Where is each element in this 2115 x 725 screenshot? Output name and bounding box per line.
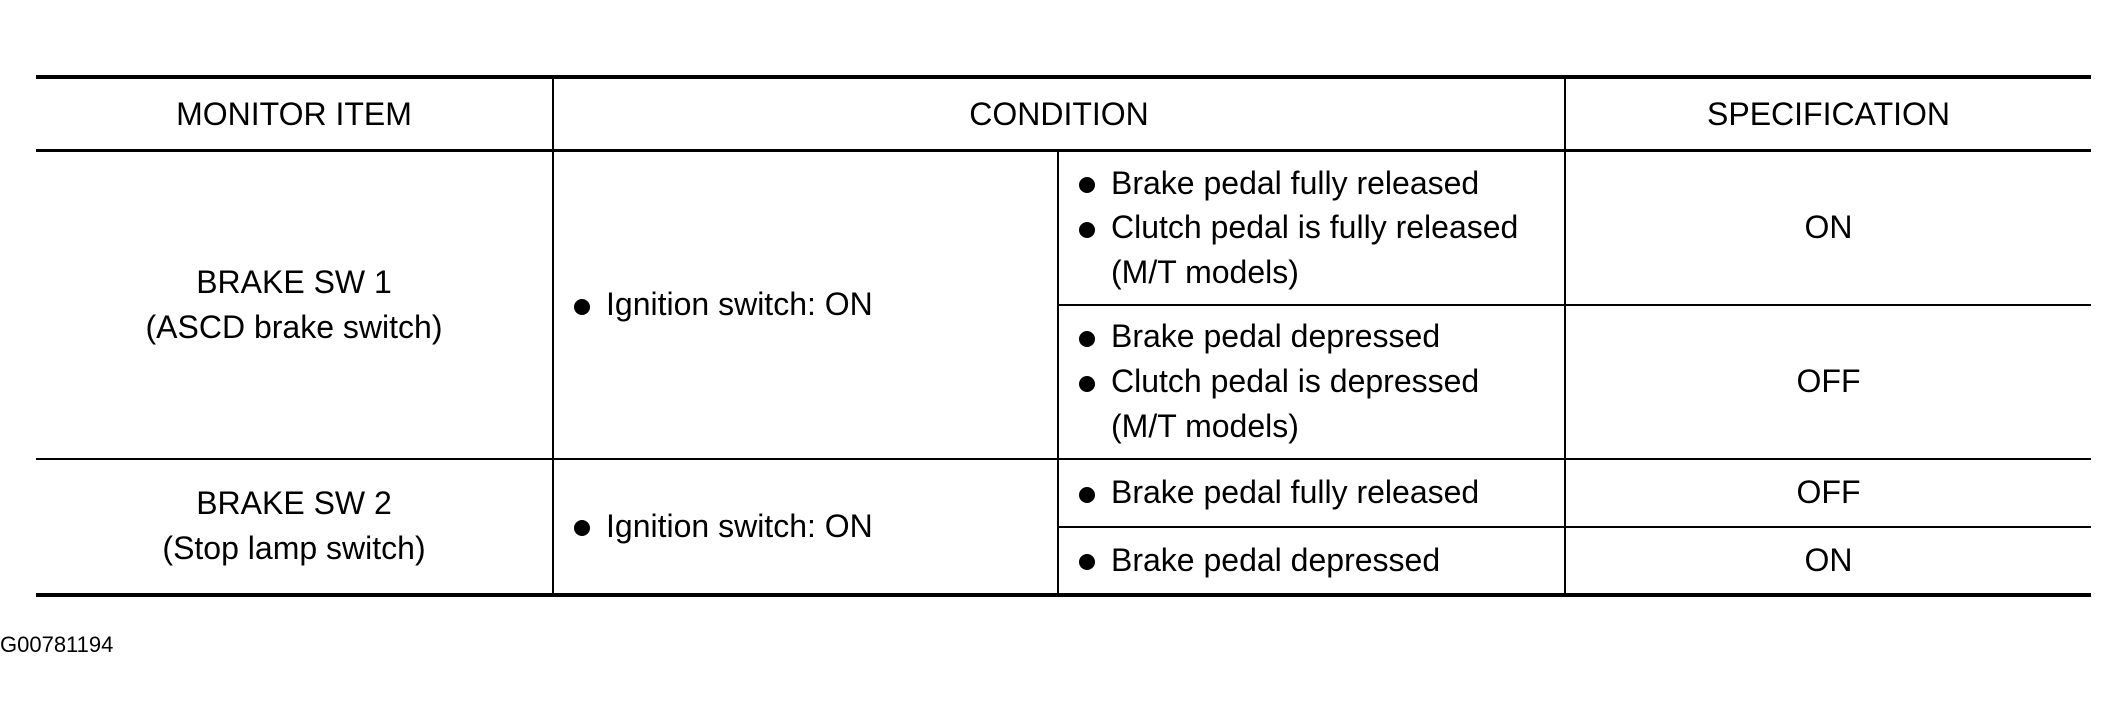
header-monitor-item: MONITOR ITEM bbox=[36, 77, 553, 151]
condition-main-item: Ignition switch: ON bbox=[568, 282, 1043, 327]
condition-sub-list bbox=[1073, 470, 1550, 515]
specification-cell: ON bbox=[1565, 151, 2091, 305]
condition-sub-cell bbox=[1058, 305, 1565, 459]
condition-sub-list bbox=[1073, 538, 1550, 583]
condition-sub-item: Clutch pedal is depressed bbox=[1073, 359, 1550, 404]
condition-main-list bbox=[568, 504, 1043, 549]
condition-sub-item: Clutch pedal is fully released bbox=[1073, 205, 1550, 250]
condition-sub-cell bbox=[1058, 151, 1565, 305]
condition-sub-note: (M/T models) bbox=[1111, 254, 1299, 291]
specification-cell: OFF bbox=[1565, 459, 2091, 527]
condition-main-item: Ignition switch: ON bbox=[568, 504, 1043, 549]
specification-cell: ON bbox=[1565, 527, 2091, 595]
header-specification: SPECIFICATION bbox=[1565, 77, 2091, 151]
condition-sub-item: Brake pedal fully released bbox=[1073, 161, 1550, 206]
condition-sub-list bbox=[1073, 314, 1550, 404]
condition-sub-list bbox=[1073, 161, 1550, 251]
table-row bbox=[36, 151, 2091, 305]
condition-sub-cell bbox=[1058, 527, 1565, 595]
figure-id: G00781194 bbox=[0, 632, 114, 657]
header-condition: CONDITION bbox=[553, 77, 1565, 151]
specification-cell: OFF bbox=[1565, 305, 2091, 459]
condition-sub-cell bbox=[1058, 459, 1565, 527]
table-header-row bbox=[36, 77, 2091, 151]
monitor-item-cell bbox=[36, 151, 553, 459]
monitor-item-name: BRAKE SW 1 bbox=[196, 263, 392, 300]
monitor-spec-table bbox=[36, 75, 2091, 597]
condition-sub-item: Brake pedal depressed bbox=[1073, 314, 1550, 359]
table-row bbox=[36, 459, 2091, 527]
condition-main-cell bbox=[553, 459, 1058, 595]
monitor-item-cell bbox=[36, 459, 553, 595]
condition-sub-item: Brake pedal depressed bbox=[1073, 538, 1550, 583]
monitor-item-desc: (ASCD brake switch) bbox=[145, 308, 443, 345]
monitor-item-name: BRAKE SW 2 bbox=[196, 485, 392, 522]
condition-main-list bbox=[568, 282, 1043, 327]
monitor-item-desc: (Stop lamp switch) bbox=[162, 530, 426, 566]
condition-sub-item: Brake pedal fully released bbox=[1073, 470, 1550, 515]
condition-main-cell bbox=[553, 151, 1058, 459]
condition-sub-note: (M/T models) bbox=[1111, 407, 1299, 444]
